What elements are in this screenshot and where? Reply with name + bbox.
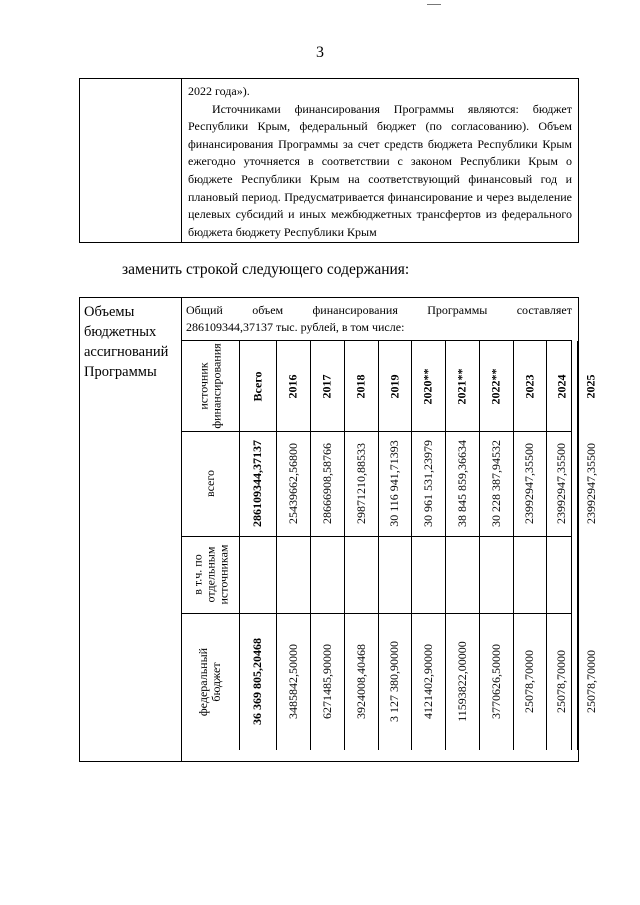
total-volume-line1: Общий объем финансирования Программы составляет	[186, 303, 572, 317]
separate-value	[239, 536, 276, 613]
year-header	[344, 341, 378, 431]
federal-value-text: 6271485,90000	[319, 644, 334, 719]
federal-value	[310, 613, 344, 750]
total-value	[344, 431, 378, 536]
total-value	[239, 431, 276, 536]
year-header-text: 2020**	[420, 368, 435, 404]
separate-value	[479, 536, 513, 613]
federal-value-text: 25078,70000	[583, 650, 598, 713]
total-value	[276, 431, 310, 536]
year-header-text: 2022**	[488, 368, 503, 404]
year-header-text: 2021**	[454, 368, 469, 404]
total-value	[411, 431, 445, 536]
label-cell	[80, 298, 182, 761]
top-mark	[427, 4, 441, 5]
separate-value	[445, 536, 479, 613]
total-value	[378, 431, 411, 536]
year-header-text: Всего	[249, 371, 264, 401]
separate-value	[513, 536, 546, 613]
year-header	[378, 341, 411, 431]
total-value-text: 30 116 941,71393	[387, 440, 401, 527]
year-header	[479, 341, 513, 431]
total-value-text: 25439662,56800	[285, 443, 300, 524]
year-header-text: 2023	[522, 374, 536, 398]
separate-value	[411, 536, 445, 613]
federal-value	[276, 613, 310, 750]
total-value-text: 23992947,35500	[522, 443, 536, 524]
replace-instruction: заменить строкой следующего содержания:	[122, 261, 410, 278]
total-value-text: 30 228 387,94532	[488, 440, 503, 527]
empty-label-cell	[80, 79, 182, 242]
previous-row-table	[79, 78, 579, 243]
total-volume-line2: 286109344,37137 тыс. рублей, в том числе:	[186, 320, 405, 334]
federal-value-text: 3485842,50000	[285, 644, 300, 719]
page-number: 3	[316, 44, 324, 61]
financing-sources-text	[188, 83, 572, 241]
row-header: всего	[203, 469, 217, 498]
total-value	[479, 431, 513, 536]
total-value-text: 23992947,35500	[583, 443, 598, 524]
total-value	[513, 431, 546, 536]
federal-value-text: 3 127 380,90000	[387, 641, 401, 722]
federal-value	[378, 613, 411, 750]
row-header-cell	[182, 341, 239, 431]
year-header-text: 2017	[319, 374, 334, 398]
total-value-text: 28666908,58766	[319, 443, 334, 524]
total-value	[310, 431, 344, 536]
federal-value-text: 3770626,50000	[488, 644, 503, 719]
year-header-text: 2024	[554, 374, 568, 398]
total-value-text: 286109344,37137	[250, 440, 264, 527]
federal-value	[513, 613, 546, 750]
row-header-cell	[182, 431, 239, 536]
text-line: 2022 года»).	[188, 84, 250, 98]
text-paragraph: Источниками финансирования Программы являются: бюджет Республики Крым, федеральный бюджет (по согласованию). Объем финансирования Программы за счет средств бюджета Республики Крым ежегодно уточняется в соответствии с законом Республики Крым о бюджете Республики Крым на соответствующий финансовый год и плановый период. Предусматривается финансирование и через выделение целевых субсидий и иных межбюджетных трансфертов из федерального бюджета бюджету Республики Крым	[188, 101, 572, 239]
separate-value	[344, 536, 378, 613]
federal-value-text: 4121402,90000	[420, 644, 435, 719]
total-value	[546, 431, 577, 536]
separate-value	[276, 536, 310, 613]
total-value	[577, 431, 605, 536]
federal-value-text: 25078,70000	[554, 650, 568, 713]
federal-value	[445, 613, 479, 750]
separate-value	[577, 536, 605, 613]
row-header-cell	[182, 613, 239, 750]
row-header: источник финансирования	[196, 343, 224, 429]
federal-value-text: 3924008,40468	[353, 644, 368, 719]
year-header	[411, 341, 445, 431]
separate-value	[310, 536, 344, 613]
financing-grid	[182, 340, 598, 750]
federal-value	[479, 613, 513, 750]
federal-value-text: 36 369 805,20468	[250, 638, 264, 725]
separate-value	[378, 536, 411, 613]
federal-value-text: 11593822,00000	[454, 641, 469, 722]
year-header-text: 2016	[285, 374, 300, 398]
budget-allocations-table	[79, 297, 598, 762]
year-header	[546, 341, 577, 431]
row-header-cell	[182, 536, 239, 613]
year-header	[513, 341, 546, 431]
federal-value-text: 25078,70000	[522, 650, 536, 713]
year-header	[445, 341, 479, 431]
federal-value	[344, 613, 378, 750]
federal-value	[411, 613, 445, 750]
row-header: в т.ч. по отдельным источникам	[190, 544, 230, 605]
row-header: федеральный бюджет	[196, 647, 224, 716]
row-label: Объемы бюджетных ассигнований Программы	[84, 304, 169, 380]
year-header-text: 2018	[353, 374, 368, 398]
year-header	[276, 341, 310, 431]
total-value	[445, 431, 479, 536]
federal-value	[577, 613, 605, 750]
total-value-text: 38 845 859,36634	[454, 440, 469, 527]
year-header	[577, 341, 605, 431]
year-header-text: 2025	[583, 374, 598, 398]
year-header	[239, 341, 276, 431]
federal-value	[239, 613, 276, 750]
federal-value	[546, 613, 577, 750]
total-value-text: 29871210,88533	[353, 443, 368, 524]
total-value-text: 23992947,35500	[554, 443, 568, 524]
separate-value	[546, 536, 577, 613]
total-value-text: 30 961 531,23979	[420, 440, 435, 527]
year-header	[310, 341, 344, 431]
year-header-text: 2019	[387, 374, 401, 398]
